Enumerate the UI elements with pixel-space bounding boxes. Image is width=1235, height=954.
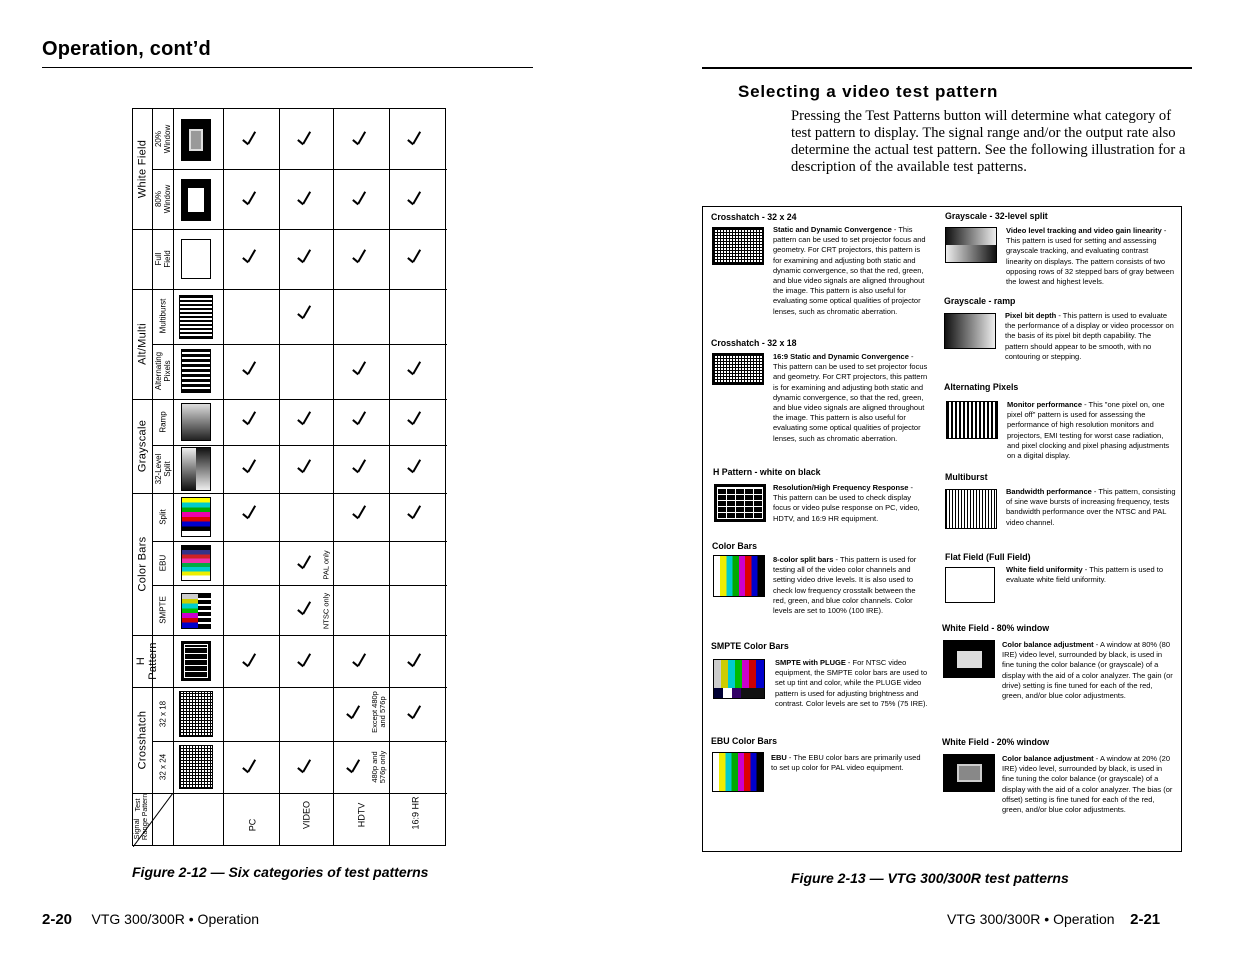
pattern-title: EBU Color Bars xyxy=(711,736,777,746)
check-mark xyxy=(243,505,263,523)
check-mark xyxy=(408,361,428,379)
section-title: Selecting a video test pattern xyxy=(738,82,999,101)
footer-left-text: VTG 300/300R • Operation xyxy=(91,911,260,927)
pattern-image-alternating-pixels xyxy=(946,401,998,439)
footer-right xyxy=(947,911,1160,928)
pattern-title: Crosshatch - 32 x 24 xyxy=(711,212,797,222)
check-mark xyxy=(243,191,263,209)
thumb-smpte xyxy=(181,593,211,629)
pattern-description: White field uniformity - This pattern is used to evaluate white field uniformity. xyxy=(1006,565,1163,585)
pattern-description: 8-color split bars - This pattern is used for testing all of the video color channels and setting video drive levels. It is also used to check low frequency crosstalk between the red, green, and blue color channels. Color levels are set to 100% (100 IRE). xyxy=(773,555,917,616)
range-video: VIDEO xyxy=(301,800,312,830)
check-mark xyxy=(243,653,263,671)
pattern-title: Multiburst xyxy=(945,472,988,482)
thumb-ramp xyxy=(181,403,211,441)
check-mark xyxy=(408,505,428,523)
check-mark xyxy=(408,653,428,671)
pattern-image-ebu xyxy=(712,752,764,792)
thumb-h-pattern xyxy=(181,641,211,681)
check-mark xyxy=(298,305,318,323)
pattern-image-color-bars xyxy=(713,555,765,597)
thumb-multiburst xyxy=(179,295,213,339)
check-mark xyxy=(298,131,318,149)
page-number-right: 2-21 xyxy=(1130,911,1161,928)
pattern-description: Bandwidth performance - This pattern, consisting of sine wave bursts of increasing frequency, tests bandwidth performance over the NTSC and PAL video channel. xyxy=(1006,487,1176,527)
check-mark xyxy=(298,459,318,477)
check-mark xyxy=(353,361,373,379)
check-mark xyxy=(353,459,373,477)
corner-signal-range: Signal Range xyxy=(132,817,149,841)
check-mark xyxy=(408,249,428,267)
header-rule-left xyxy=(42,67,533,68)
check-mark xyxy=(408,131,428,149)
pattern-description: Static and Dynamic Convergence - This pattern can be used to set projector focus and geometry. For CRT projectors, this pattern is for examining and adjusting both static and dynamic convergence, so that the red, green, and blue video signals are aligned throughout the image. This pattern is also useful for evaluating some optical qualities of projector lenses, such as chromatic aberration. xyxy=(773,225,926,316)
check-mark xyxy=(298,759,318,777)
pattern-image-grayscale-ramp xyxy=(944,313,996,349)
test-pattern-table xyxy=(132,108,446,846)
pattern-title: SMPTE Color Bars xyxy=(711,641,789,651)
pattern-image-flat-field xyxy=(945,567,995,603)
pattern-description: Monitor performance - This "one pixel on, one pixel off" pattern is used for assessing the performance of high resolution monitors and projectors, EMI testing for worst case radiation, and pixel clocking and pixel phasing adjustments on a digital display. xyxy=(1007,400,1170,461)
pattern-title: White Field - 20% window xyxy=(942,737,1050,747)
check-mark xyxy=(243,131,263,149)
label-split: Split xyxy=(158,509,168,525)
pattern-image-smpte xyxy=(713,659,765,699)
thumb-ebu xyxy=(181,545,211,581)
figure-caption-right: Figure 2-13 — VTG 300/300R test patterns xyxy=(791,870,1069,886)
label-80-window: 80% Window xyxy=(154,184,172,214)
group-white-field: White Field xyxy=(136,139,149,199)
pattern-title: Alternating Pixels xyxy=(944,382,1019,392)
note-ntsc-only: NTSC only xyxy=(321,592,331,630)
check-mark xyxy=(347,759,367,777)
test-patterns-panel xyxy=(702,206,1182,852)
check-mark xyxy=(353,191,373,209)
figure-caption-left: Figure 2-12 — Six categories of test patterns xyxy=(132,864,429,880)
check-mark xyxy=(298,601,318,619)
thumb-32x18 xyxy=(179,691,213,737)
check-mark xyxy=(353,653,373,671)
check-mark xyxy=(408,191,428,209)
pattern-image-white-80 xyxy=(943,640,995,678)
pattern-image-crosshatch-32x24 xyxy=(712,227,764,265)
check-mark xyxy=(353,131,373,149)
pattern-title: Flat Field (Full Field) xyxy=(945,552,1031,562)
check-mark xyxy=(243,459,263,477)
footer-left xyxy=(42,911,259,928)
pattern-description: Pixel bit depth - This pattern is used to evaluate the performance of a display or video processor on the basis of its pixel bit depth capability. The pattern should appear to be smooth, with no contouring or stepping. xyxy=(1005,311,1174,361)
pattern-image-h-pattern xyxy=(714,484,766,522)
pattern-title: Color Bars xyxy=(712,541,757,551)
check-mark xyxy=(298,653,318,671)
note-pal-only: PAL only xyxy=(321,550,331,580)
label-ramp: Ramp xyxy=(158,411,168,433)
group-alt-multi: Alt/Multi xyxy=(136,323,149,365)
pattern-description: EBU - The EBU color bars are primarily used to set up color for PAL video equipment. xyxy=(771,753,921,773)
group-grayscale: Grayscale xyxy=(136,419,149,473)
check-mark xyxy=(347,705,367,723)
pattern-title: Grayscale - ramp xyxy=(944,296,1016,306)
check-mark xyxy=(353,411,373,429)
pattern-description: Video level tracking and video gain linearity - This pattern is used for setting and assessing grayscale tracking, and evaluating contrast linearity on displays. The pattern consists of two opposing rows of 32 stepped bars of gray between the lowest and highest levels. xyxy=(1006,226,1175,287)
thumb-full-field xyxy=(181,239,211,279)
group-crosshatch: Crosshatch xyxy=(136,710,149,770)
page-number-left: 2-20 xyxy=(42,911,73,928)
check-mark xyxy=(408,411,428,429)
label-32x18: 32 x 18 xyxy=(158,700,168,728)
thumb-split xyxy=(181,497,211,537)
pattern-description: Resolution/High Frequency Response - This pattern can be used to check display focus or video pulse response on PC, video, HDTV, and 16:9 HR equipment. xyxy=(773,483,920,523)
check-mark xyxy=(298,191,318,209)
thumb-alternating-pixels xyxy=(181,349,211,393)
range-hdtv: HDTV xyxy=(356,802,367,828)
range-16-9-hr: 16:9 HR xyxy=(410,796,421,830)
header-rule-right xyxy=(702,67,1192,69)
group-color-bars: Color Bars xyxy=(136,536,149,592)
check-mark xyxy=(243,759,263,777)
label-smpte: SMPTE xyxy=(158,596,168,624)
pattern-title: Grayscale - 32-level split xyxy=(945,211,1048,221)
pattern-title: H Pattern - white on black xyxy=(713,467,821,477)
group-h-pattern: H Pattern xyxy=(135,642,159,680)
label-multiburst: Multiburst xyxy=(158,298,168,334)
label-ebu: EBU xyxy=(158,554,168,572)
pattern-description: Color balance adjustment - A window at 20% (20 IRE) video level, surrounded by black, is used in fine tuning the color balance (or grayscale) of a display with the aid of a color analyzer. The bias (or offset) setting is fine tuned for each of the red, green, and/or blue color adjustments. xyxy=(1002,754,1173,815)
range-pc: PC xyxy=(247,818,258,832)
thumb-32-level-split xyxy=(181,447,211,491)
check-mark xyxy=(353,249,373,267)
check-mark xyxy=(298,411,318,429)
pattern-title: Crosshatch - 32 x 18 xyxy=(711,338,797,348)
label-32-level-split: 32-Level Split xyxy=(154,453,172,485)
pattern-description: SMPTE with PLUGE - For NTSC video equipment, the SMPTE color bars are used to set up tint and color, while the PLUGE video pattern is used for adjusting brightness and contrast. Color levels are set to 75% (75 IRE). xyxy=(775,658,928,708)
check-mark xyxy=(408,459,428,477)
pattern-image-grayscale-split xyxy=(945,227,997,263)
check-mark xyxy=(408,705,428,723)
corner-test-pattern: Test Pattern xyxy=(135,793,149,817)
thumb-20-window xyxy=(181,119,211,161)
check-mark xyxy=(298,555,318,573)
thumb-80-window xyxy=(181,179,211,221)
thumb-32x24 xyxy=(179,745,213,789)
check-mark xyxy=(243,411,263,429)
check-mark xyxy=(298,249,318,267)
intro-paragraph: Pressing the Test Patterns button will determine what category of test pattern to display. The signal range and/or the output rate also determine the actual test pattern. See the following illustration for a description of the available test patterns. xyxy=(791,108,1186,175)
label-full-field: Full Field xyxy=(154,250,172,268)
note-480p-only: 480p and 576p only xyxy=(370,750,387,784)
pattern-title: White Field - 80% window xyxy=(942,623,1050,633)
pattern-image-crosshatch-32x18 xyxy=(712,353,764,385)
check-mark xyxy=(243,361,263,379)
page-header-title: Operation, cont’d xyxy=(42,38,211,60)
footer-right-text: VTG 300/300R • Operation xyxy=(947,911,1115,927)
pattern-description: Color balance adjustment - A window at 80% (80 IRE) video level, surrounded by black, is used in fine tuning the color balance (or grayscale) of a display with the aid of a color analyzer. The gain (or drive) setting is fine tuned for each of the red, green, and/or blue color adjustments. xyxy=(1002,640,1173,701)
pattern-image-multiburst xyxy=(945,489,997,529)
label-32x24: 32 x 24 xyxy=(158,753,168,781)
label-20-window: 20% Window xyxy=(154,124,172,154)
pattern-image-white-20 xyxy=(943,754,995,792)
note-except-480p: Except 480p and 576p xyxy=(370,691,387,733)
check-mark xyxy=(353,505,373,523)
pattern-description: 16:9 Static and Dynamic Convergence - This pattern can be used to set projector focus and geometry. For CRT projectors, this pattern is for examining and adjusting both static and dynamic convergence, so that the red, green, and blue video signals are aligned throughout the image. This pattern is also useful for evaluating some optical qualities of projector lenses, such as chromatic aberration. xyxy=(773,352,928,443)
label-alternating-pixels: Alternating Pixels xyxy=(154,351,172,391)
check-mark xyxy=(243,249,263,267)
